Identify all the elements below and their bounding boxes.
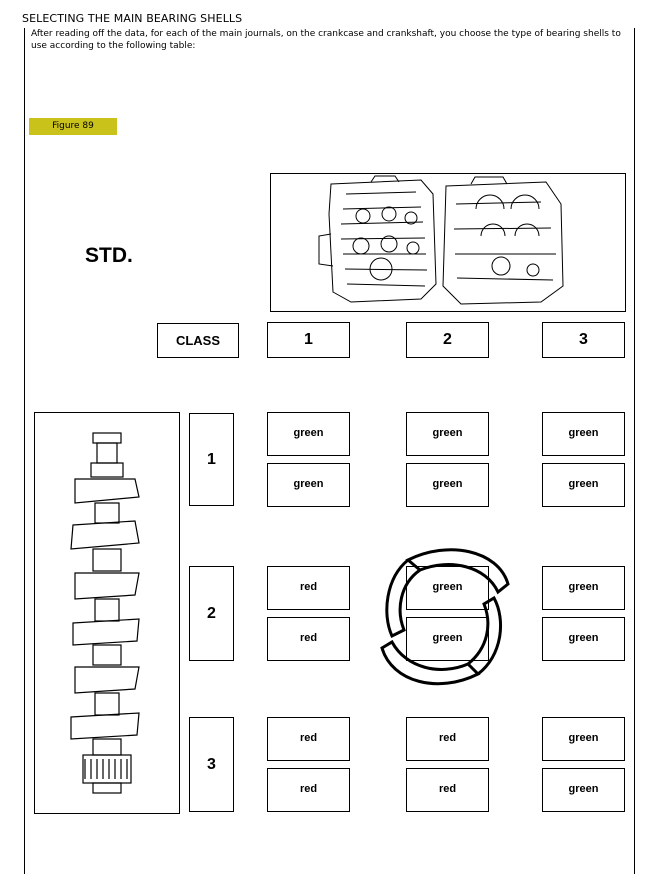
cell-r3a-c2: red [406,717,489,761]
cell-r1b-c3: green [542,463,625,507]
cell-r3b-c2: red [406,768,489,812]
right-margin-rule [634,28,635,874]
page-heading: SELECTING THE MAIN BEARING SHELLS [22,12,243,25]
cell-r3b-c1: red [267,768,350,812]
std-label: STD. [85,244,133,267]
intro-paragraph: After reading off the data, for each of the main journals, on the crankcase and crankshaft, you choose the type of bearing shells to use according to the following table: [31,29,621,51]
row-class-1: 1 [189,413,234,506]
column-header-2: 2 [406,322,489,358]
cell-r1a-c2: green [406,412,489,456]
cell-r1b-c2: green [406,463,489,507]
cell-r3a-c1: red [267,717,350,761]
engine-block-drawing [271,174,625,311]
row-class-3: 3 [189,717,234,812]
engine-block-illustration [270,173,626,312]
cell-r2a-c1: red [267,566,350,610]
column-header-3: 3 [542,322,625,358]
cell-r2a-c2: green [406,566,489,610]
crankshaft-drawing [35,413,179,813]
left-margin-rule [24,28,25,874]
cell-r2a-c3: green [542,566,625,610]
cell-r1b-c1: green [267,463,350,507]
class-header: CLASS [157,323,239,358]
cell-r2b-c1: red [267,617,350,661]
figure-label: Figure 89 [29,118,117,135]
cell-r2b-c3: green [542,617,625,661]
column-header-1: 1 [267,322,350,358]
cell-r1a-c1: green [267,412,350,456]
cell-r3a-c3: green [542,717,625,761]
cell-r3b-c3: green [542,768,625,812]
cell-r2b-c2: green [406,617,489,661]
crankshaft-illustration [34,412,180,814]
cell-r1a-c3: green [542,412,625,456]
row-class-2: 2 [189,566,234,661]
